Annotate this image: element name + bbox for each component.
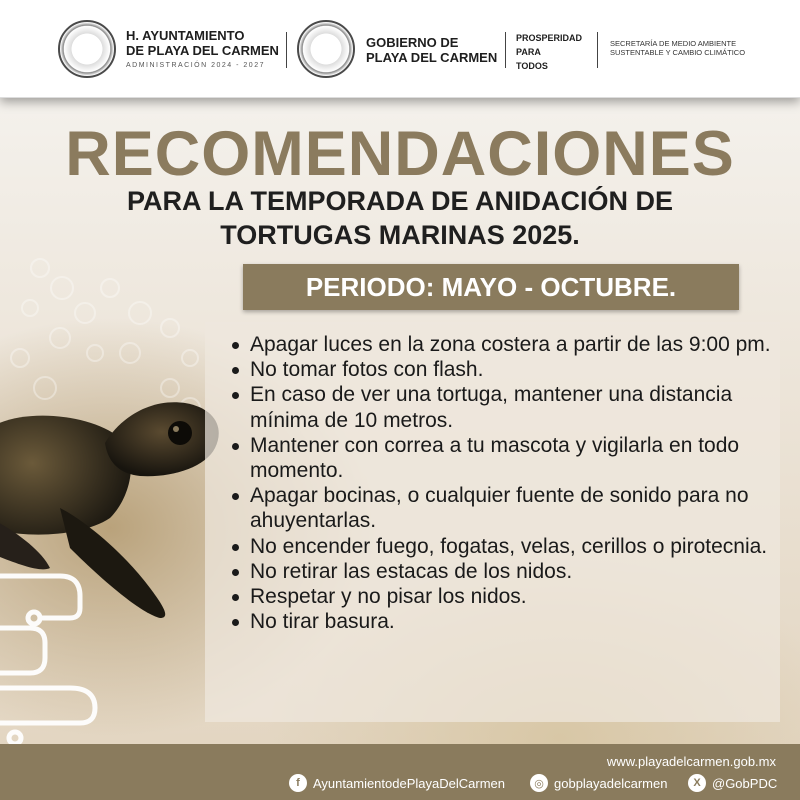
facebook-link[interactable] <box>289 774 505 792</box>
header-bar <box>0 0 800 98</box>
gov-line1: GOBIERNO DE <box>366 35 459 50</box>
government-seal-logo <box>297 20 355 78</box>
city-name-line1: H. AYUNTAMIENTO <box>126 28 245 43</box>
department-name <box>610 40 745 57</box>
government-name <box>366 36 497 66</box>
instagram-link[interactable] <box>530 774 667 792</box>
instagram-handle: gobplayadelcarmen <box>554 775 668 791</box>
header-divider <box>597 32 598 68</box>
city-name-line2: DE PLAYA DEL CARMEN <box>126 42 279 58</box>
facebook-icon: f <box>289 774 307 792</box>
list-item: No tomar fotos con flash. <box>232 357 777 382</box>
administration-text: ADMINISTRACIÓN 2024 - 2027 <box>126 61 265 69</box>
slogan-line2: PARA <box>516 47 541 57</box>
x-handle: @GobPDC <box>712 775 778 791</box>
header-divider <box>505 32 506 68</box>
list-item: Apagar luces en la zona costera a partir de las 9:00 pm. <box>232 332 777 357</box>
slogan-line3: TODOS <box>516 61 548 71</box>
list-item: No encender fuego, fogatas, velas, cerillos o pirotecnia. <box>232 534 777 559</box>
website-link[interactable]: www.playadelcarmen.gob.mx <box>606 754 776 769</box>
dept-line2: SUSTENTABLE Y CAMBIO CLIMÁTICO <box>610 47 746 57</box>
subtitle-line1: PARA LA TEMPORADA DE ANIDACIÓN DE <box>127 186 673 216</box>
gov-line2: PLAYA DEL CARMEN <box>366 49 498 65</box>
dept-line1: SECRETARÍA DE MEDIO AMBIENTE <box>610 39 737 48</box>
page-title: RECOMENDACIONES <box>65 119 735 189</box>
subtitle-line2: TORTUGAS MARINAS 2025. <box>220 220 580 250</box>
list-item: Respetar y no pisar los nidos. <box>232 584 777 609</box>
list-item: En caso de ver una tortuga, mantener una distancia mínima de 10 metros. <box>232 382 777 432</box>
footer-bar <box>0 744 800 800</box>
hero-section <box>0 98 800 744</box>
slogan-line1: PROSPERIDAD <box>516 33 583 43</box>
period-banner: PERIODO: MAYO - OCTUBRE. <box>243 264 739 310</box>
facebook-handle: AyuntamientodePlayaDelCarmen <box>313 775 505 791</box>
page-subtitle <box>0 184 800 252</box>
city-seal-logo <box>58 20 116 78</box>
list-item: No retirar las estacas de los nidos. <box>232 559 777 584</box>
list-item: Mantener con correa a tu mascota y vigilarla en todo momento. <box>232 433 777 483</box>
recommendations-list <box>232 332 777 634</box>
list-item: Apagar bocinas, o cualquier fuente de sonido para no ahuyentarlas. <box>232 483 777 533</box>
slogan <box>516 31 582 73</box>
list-item: No tirar basura. <box>232 609 777 634</box>
instagram-icon: ◎ <box>530 774 548 792</box>
x-icon: X <box>688 774 706 792</box>
city-name <box>126 29 279 70</box>
x-link[interactable] <box>688 774 777 792</box>
header-divider <box>286 32 287 68</box>
